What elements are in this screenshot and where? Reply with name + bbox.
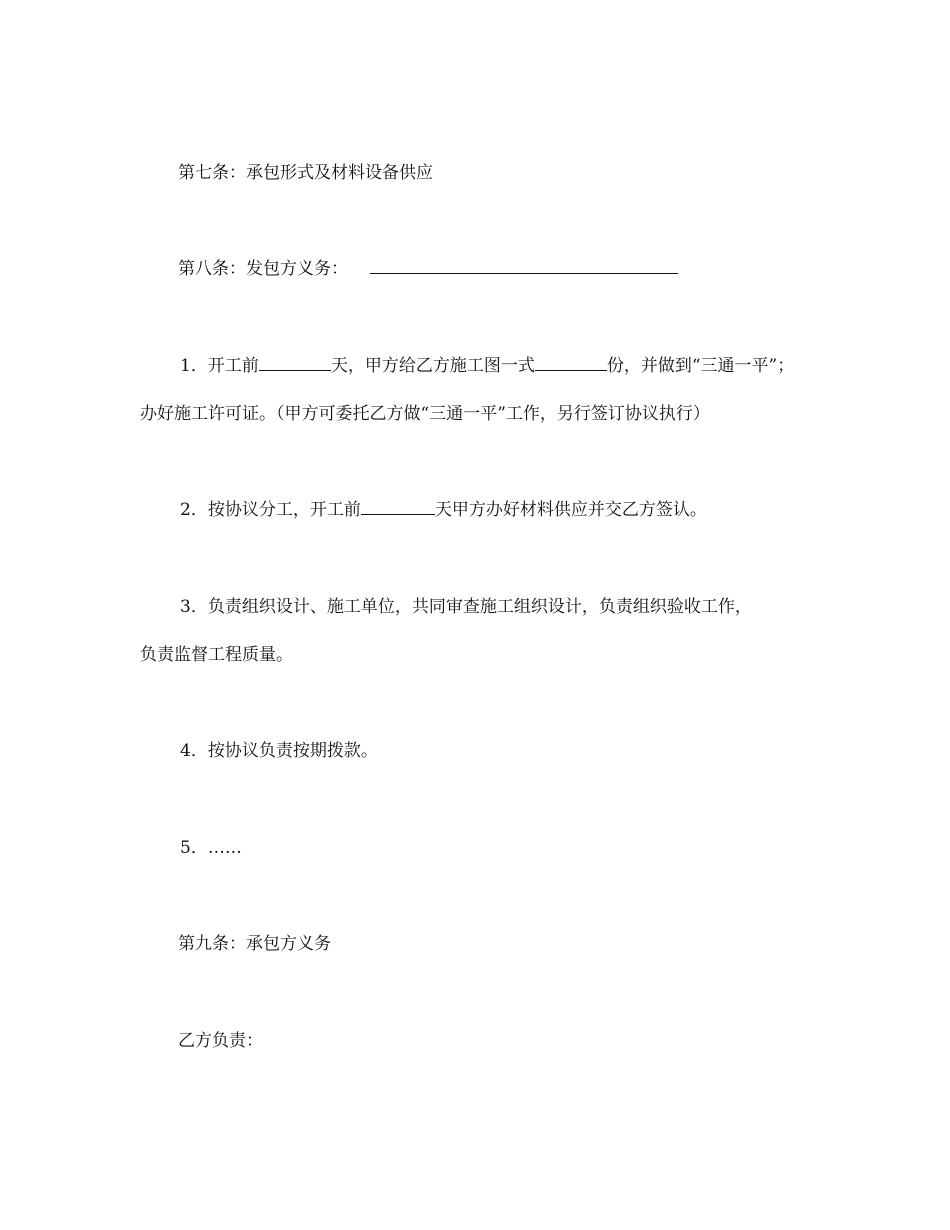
item-4: 4．按协议负责按期拨款。 [180, 741, 378, 761]
party-b-heading: 乙方负责： [178, 1031, 263, 1051]
copies-blank [535, 356, 607, 371]
item-1-part-c: 份，并做到“三通一平”； [606, 356, 795, 376]
days-blank [259, 356, 331, 371]
item-1-line-2: 办好施工许可证。（甲方可委托乙方做“三通一平”工作，另行签订协议执行） [140, 404, 710, 424]
article-7-heading: 第七条：承包形式及材料设备供应 [178, 163, 433, 183]
article-8-heading [178, 258, 678, 280]
item-5: 5．…… [180, 838, 242, 858]
item-1-line-1 [180, 355, 794, 377]
item-2-part-b: 天甲方办好材料供应并交乙方签认。 [434, 500, 707, 520]
item-1-part-a: 1．开工前 [180, 356, 259, 376]
item-2 [180, 499, 707, 521]
item-1-part-b: 天，甲方给乙方施工图一式 [330, 356, 535, 376]
article-9-heading: 第九条：承包方义务 [178, 934, 331, 954]
article-8-blank [370, 259, 678, 274]
article-8-label: 第八条：发包方义务： [178, 259, 348, 279]
item-3-line-2: 负责监督工程质量。 [140, 645, 293, 665]
material-days-blank [361, 500, 435, 515]
item-3-line-1: 3．负责组织设计、施工单位，共同审查施工组织设计，负责组织验收工作， [180, 597, 752, 617]
item-2-part-a: 2．按协议分工，开工前 [180, 500, 361, 520]
